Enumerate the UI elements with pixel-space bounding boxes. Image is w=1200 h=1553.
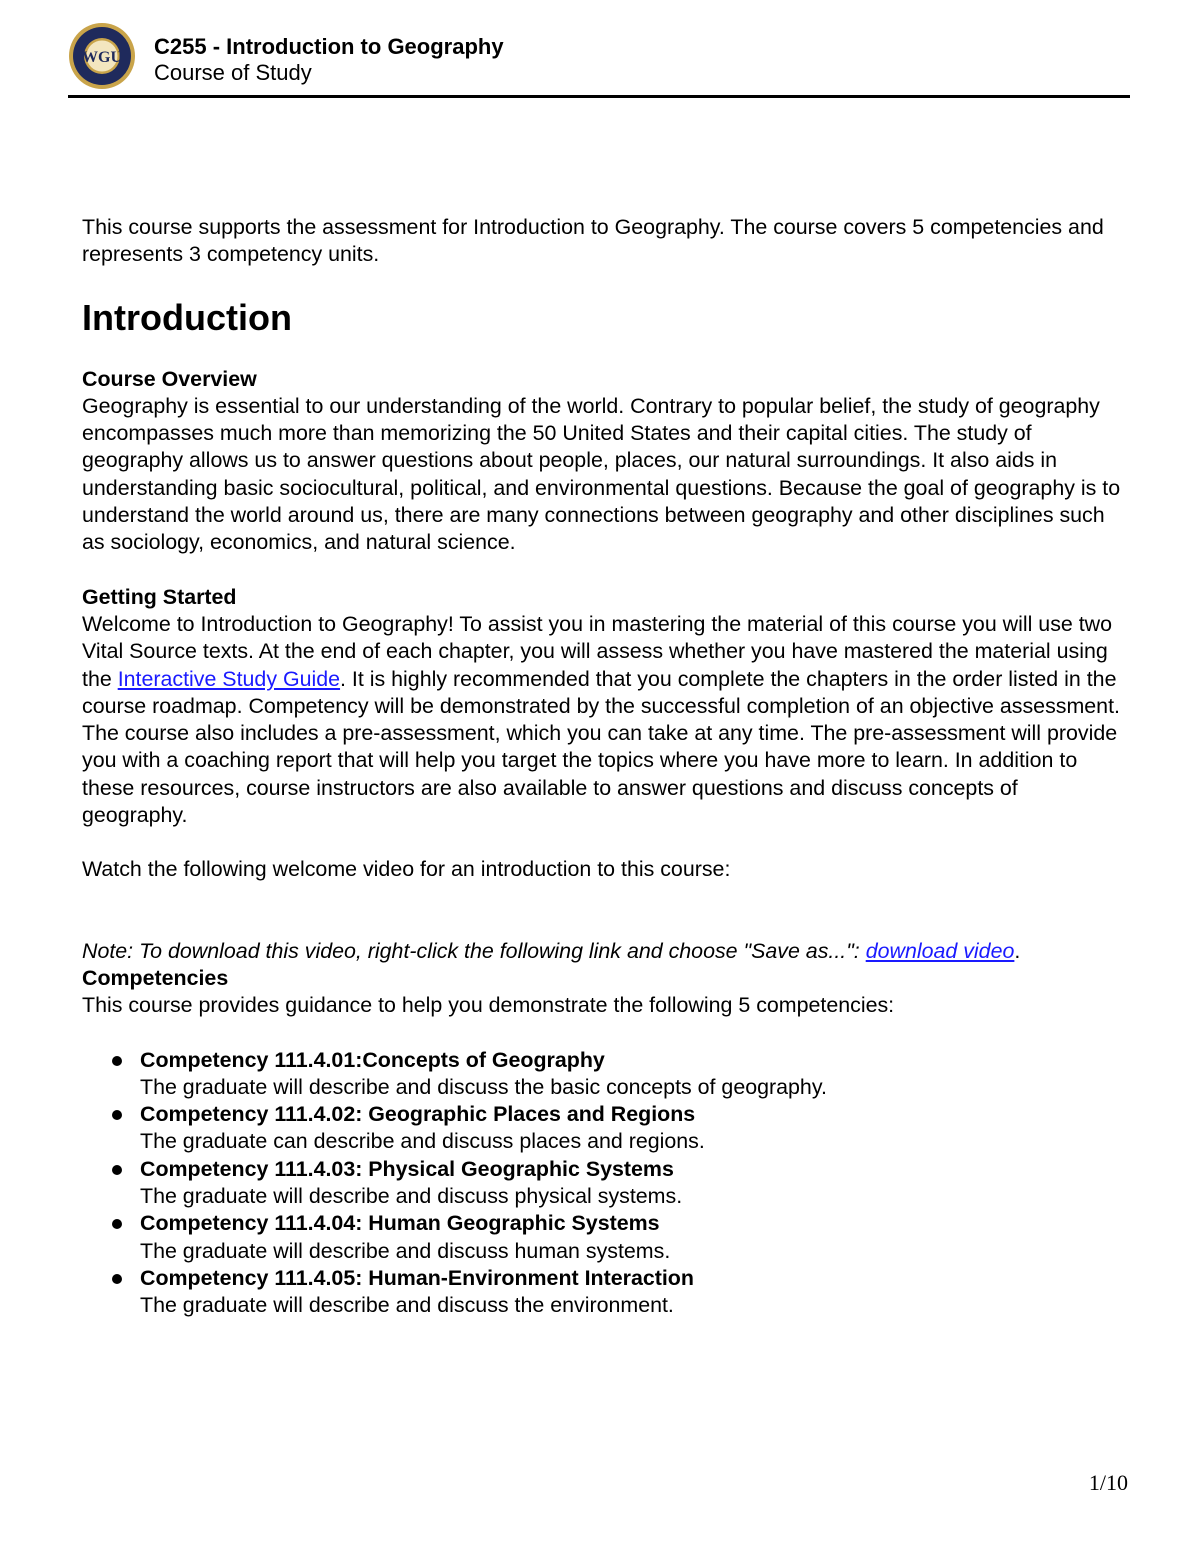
competencies-heading: Competencies — [82, 965, 229, 990]
header-divider — [68, 95, 1130, 98]
competency-title: Competency 111.4.04: Human Geographic Systems — [140, 1211, 660, 1236]
page-number: 1/10 — [1088, 1470, 1128, 1495]
bullet-icon — [112, 1219, 122, 1229]
bullet-icon — [112, 1165, 122, 1175]
competency-description: The graduate will describe and discuss the basic concepts of geography. — [140, 1074, 827, 1099]
list-item — [140, 1210, 1122, 1265]
competency-title: Competency 111.4.01:Concepts of Geography — [140, 1047, 605, 1072]
getting-started-section — [82, 584, 1122, 830]
svg-text:WGU: WGU — [82, 49, 122, 66]
competency-title: Competency 111.4.02: Geographic Places and Regions — [140, 1102, 696, 1127]
video-placeholder — [82, 884, 1122, 938]
interactive-study-guide-link[interactable]: Interactive Study Guide — [117, 666, 341, 691]
competency-description: The graduate will describe and discuss physical systems. — [140, 1184, 683, 1209]
welcome-video-text: Watch the following welcome video for an introduction to this course: — [82, 857, 731, 882]
competency-title: Competency 111.4.05: Human-Environment Interaction — [140, 1265, 694, 1290]
download-note: Note: To download this video, right-click the following link and choose "Save as...": download video. — [82, 938, 1021, 963]
getting-started-text: Welcome to Introduction to Geography! To assist you in mastering the material of this course you will use two Vital Source texts. At the end of each chapter, you will assess whether you have mastered the material using the Interactive Study Guide. It is highly recommended that you complete the chapters in the order listed in the course roadmap. Competency will be demonstrated by the successful completion of an objective assessment. The course also includes a pre-assessment, which you can take at any time. The pre-assessment will provide you with a coaching report that will help you target the topics where you have more to learn. In addition to these resources, course instructors are also available to answer questions and discuss concepts of geography. — [82, 611, 1120, 828]
list-item — [140, 1156, 1122, 1211]
download-video-link[interactable]: download video — [865, 938, 1015, 963]
document-header — [68, 22, 1130, 100]
course-overview-text: Geography is essential to our understanding of the world. Contrary to popular belief, the study of geography encompasses much more than memorizing the 50 United States and their capital cities. The study of geography allows us to answer questions about people, places, our natural surroundings. It also aids in understanding basic sociocultural, political, and environmental questions. Because the goal of geography is to understand the world around us, there are many connections between geography and other disciplines such as sociology, economics, and natural science. — [82, 393, 1121, 555]
list-item — [140, 1047, 1122, 1102]
document-body — [82, 214, 1122, 1320]
list-item — [140, 1265, 1122, 1320]
course-overview-section — [82, 366, 1122, 557]
competency-description: The graduate can describe and discuss places and regions. — [140, 1129, 705, 1154]
bullet-icon — [112, 1110, 122, 1120]
wgu-seal-logo — [68, 22, 136, 90]
bullet-icon — [112, 1274, 122, 1284]
competency-description: The graduate will describe and discuss the environment. — [140, 1293, 674, 1318]
competency-list — [82, 1047, 1122, 1320]
getting-started-heading: Getting Started — [82, 584, 237, 609]
intro-paragraph: This course supports the assessment for Introduction to Geography. The course covers 5 competencies and represents 3 competency units. — [82, 215, 1104, 267]
competencies-section — [82, 965, 1122, 1320]
competency-description: The graduate will describe and discuss human systems. — [140, 1238, 671, 1263]
introduction-heading: Introduction — [82, 296, 292, 338]
bullet-icon — [112, 1056, 122, 1066]
course-title: C255 - Introduction to Geography — [154, 34, 504, 59]
list-item — [140, 1101, 1122, 1156]
competencies-intro: This course provides guidance to help you demonstrate the following 5 competencies: — [82, 993, 895, 1018]
course-subtitle: Course of Study — [154, 60, 312, 85]
course-overview-heading: Course Overview — [82, 366, 257, 391]
competency-title: Competency 111.4.03: Physical Geographic Systems — [140, 1156, 674, 1181]
